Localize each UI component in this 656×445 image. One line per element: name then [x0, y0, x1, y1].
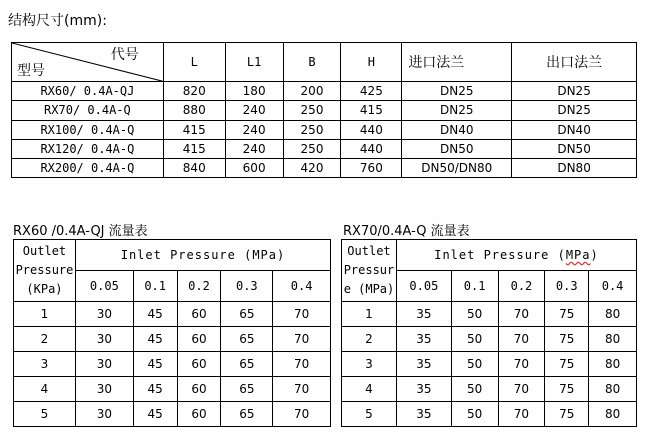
outlet-header-line: e (MPa): [343, 282, 395, 296]
flow-value: 80: [589, 402, 637, 427]
inlet-value: 0.1: [451, 271, 498, 302]
flow-value: 70: [273, 377, 331, 402]
flow-value: 60: [177, 402, 221, 427]
flow-value: 70: [498, 402, 545, 427]
h-cell: 440: [341, 139, 402, 158]
b-cell: 200: [283, 82, 341, 101]
model-cell: RX100/ 0.4A-Q: [12, 120, 164, 139]
flow-value: 30: [75, 377, 133, 402]
l1-cell: 240: [225, 120, 283, 139]
outlet-cell: DN80: [512, 158, 637, 177]
flow1-header-row: [14, 240, 331, 271]
l-cell: 415: [163, 139, 225, 158]
h-cell: 415: [341, 101, 402, 120]
outlet-cell: DN40: [512, 120, 637, 139]
flow2-table: [341, 239, 637, 427]
diagonal-header-cell: [12, 43, 164, 82]
flow-value: 50: [451, 352, 498, 377]
model-cell: RX60/ 0.4A-QJ: [12, 82, 164, 101]
flow-value: 70: [273, 352, 331, 377]
inlet-cell: DN50: [402, 139, 512, 158]
b-cell: 420: [283, 158, 341, 177]
flow-value: 75: [545, 377, 589, 402]
flow-value: 50: [451, 302, 498, 327]
outlet-value: 4: [14, 377, 76, 402]
h-cell: 760: [341, 158, 402, 177]
outlet-header-line: Pressur: [343, 263, 395, 277]
outlet-header-line: Outlet: [22, 244, 67, 258]
flow-value: 70: [273, 327, 331, 352]
outlet-cell: DN25: [512, 101, 637, 120]
flow-value: 30: [75, 352, 133, 377]
flow-value: 45: [133, 302, 177, 327]
flow-value: 70: [498, 352, 545, 377]
outlet-value: 1: [14, 302, 76, 327]
flow-value: 75: [545, 327, 589, 352]
flow-value: 70: [273, 402, 331, 427]
model-cell: RX70/ 0.4A-Q: [12, 101, 164, 120]
outlet-value: 4: [342, 377, 397, 402]
col-header-outlet-flange: 出口法兰: [512, 43, 637, 82]
flow-value: 75: [545, 402, 589, 427]
header-model-label: 型号: [17, 63, 45, 80]
col-header-l: L: [163, 43, 225, 82]
flow-value: 75: [545, 352, 589, 377]
outlet-value: 2: [342, 327, 397, 352]
flow-value: 80: [589, 352, 637, 377]
table-row: [14, 402, 331, 427]
flow-value: 30: [75, 402, 133, 427]
flow1-table: [13, 239, 331, 427]
inlet-unit-spellcheck: MPa: [565, 248, 591, 262]
table-row: [12, 139, 637, 158]
inlet-value: 0.2: [498, 271, 545, 302]
b-cell: 250: [283, 120, 341, 139]
outlet-pressure-header: [14, 240, 76, 302]
flow-value: 65: [221, 402, 273, 427]
flow2-header-row: [342, 240, 637, 271]
flow-value: 70: [273, 302, 331, 327]
flow-value: 60: [177, 352, 221, 377]
outlet-pressure-header: [342, 240, 397, 302]
flow-value: 60: [177, 302, 221, 327]
model-cell: RX120/ 0.4A-Q: [12, 139, 164, 158]
col-header-h: H: [341, 43, 402, 82]
inlet-label-text: Inlet Pressure (: [434, 248, 566, 262]
flow-value: 50: [451, 402, 498, 427]
outlet-value: 3: [14, 352, 76, 377]
flow-value: 70: [498, 327, 545, 352]
l-cell: 415: [163, 120, 225, 139]
flow-value: 65: [221, 327, 273, 352]
col-header-l1: L1: [225, 43, 283, 82]
outlet-value: 1: [342, 302, 397, 327]
table-row: [14, 352, 331, 377]
inlet-value: 0.05: [396, 271, 451, 302]
outlet-value: 5: [14, 402, 76, 427]
table-row: [12, 82, 637, 101]
inlet-value: 0.05: [75, 271, 133, 302]
flow-value: 35: [396, 327, 451, 352]
table-row: [14, 327, 331, 352]
flow-value: 35: [396, 352, 451, 377]
b-cell: 250: [283, 139, 341, 158]
flow-value: 35: [396, 377, 451, 402]
b-cell: 250: [283, 101, 341, 120]
outlet-value: 5: [342, 402, 397, 427]
outlet-header-line: Pressure: [15, 263, 74, 277]
l-cell: 880: [163, 101, 225, 120]
flow-value: 65: [221, 352, 273, 377]
flow-value: 60: [177, 377, 221, 402]
flow1-title: RX60 /0.4A-QJ 流量表: [13, 224, 148, 239]
flow-value: 45: [133, 352, 177, 377]
flow-value: 70: [498, 302, 545, 327]
inlet-label-close: ): [590, 248, 599, 262]
l-cell: 820: [163, 82, 225, 101]
flow-value: 30: [75, 302, 133, 327]
outlet-header-line: Outlet: [347, 244, 391, 258]
flow-value: 75: [545, 302, 589, 327]
flow-value: 60: [177, 327, 221, 352]
flow-value: 80: [589, 327, 637, 352]
table-row: [12, 158, 637, 177]
flow-value: 65: [221, 302, 273, 327]
inlet-cell: DN25: [402, 101, 512, 120]
flow-value: 45: [133, 377, 177, 402]
h-cell: 440: [341, 120, 402, 139]
flow-value: 45: [133, 327, 177, 352]
structure-table: [11, 42, 637, 178]
l1-cell: 240: [225, 139, 283, 158]
inlet-value: 0.2: [177, 271, 221, 302]
h-cell: 425: [341, 82, 402, 101]
inlet-cell: DN25: [402, 82, 512, 101]
col-header-b: B: [283, 43, 341, 82]
flow-value: 50: [451, 377, 498, 402]
inlet-cell: DN40: [402, 120, 512, 139]
table-row: [342, 327, 637, 352]
table-row: [12, 120, 637, 139]
l1-cell: 240: [225, 101, 283, 120]
table-row: [342, 352, 637, 377]
inlet-value: 0.1: [133, 271, 177, 302]
outlet-header-line: (KPa): [26, 282, 63, 296]
flow2-title: RX70/0.4A-Q 流量表: [343, 224, 470, 239]
inlet-cell: DN50/DN80: [402, 158, 512, 177]
inlet-value: 0.3: [221, 271, 273, 302]
table-row: [14, 302, 331, 327]
l1-cell: 600: [225, 158, 283, 177]
outlet-value: 3: [342, 352, 397, 377]
flow-value: 50: [451, 327, 498, 352]
flow-value: 45: [133, 402, 177, 427]
outlet-cell: DN50: [512, 139, 637, 158]
flow-value: 70: [498, 377, 545, 402]
header-code-label: 代号: [110, 47, 139, 63]
model-cell: RX200/ 0.4A-Q: [12, 158, 164, 177]
table-row: [14, 377, 331, 402]
l-cell: 840: [163, 158, 225, 177]
table-row: [12, 101, 637, 120]
inlet-pressure-header: Inlet Pressure (MPa): [75, 240, 330, 271]
outlet-cell: DN25: [512, 82, 637, 101]
inlet-value: 0.4: [273, 271, 331, 302]
structure-header-row: [12, 43, 637, 82]
flow-value: 35: [396, 402, 451, 427]
inlet-value: 0.3: [545, 271, 589, 302]
structure-title: 结构尺寸(mm):: [8, 13, 107, 29]
table-row: [342, 302, 637, 327]
flow-value: 65: [221, 377, 273, 402]
outlet-value: 2: [14, 327, 76, 352]
flow-value: 80: [589, 377, 637, 402]
l1-cell: 180: [225, 82, 283, 101]
inlet-pressure-header: [396, 240, 636, 271]
col-header-inlet-flange: 进口法兰: [402, 43, 512, 82]
table-row: [342, 402, 637, 427]
inlet-value: 0.4: [589, 271, 637, 302]
flow-value: 80: [589, 302, 637, 327]
table-row: [342, 377, 637, 402]
flow-value: 35: [396, 302, 451, 327]
flow-value: 30: [75, 327, 133, 352]
